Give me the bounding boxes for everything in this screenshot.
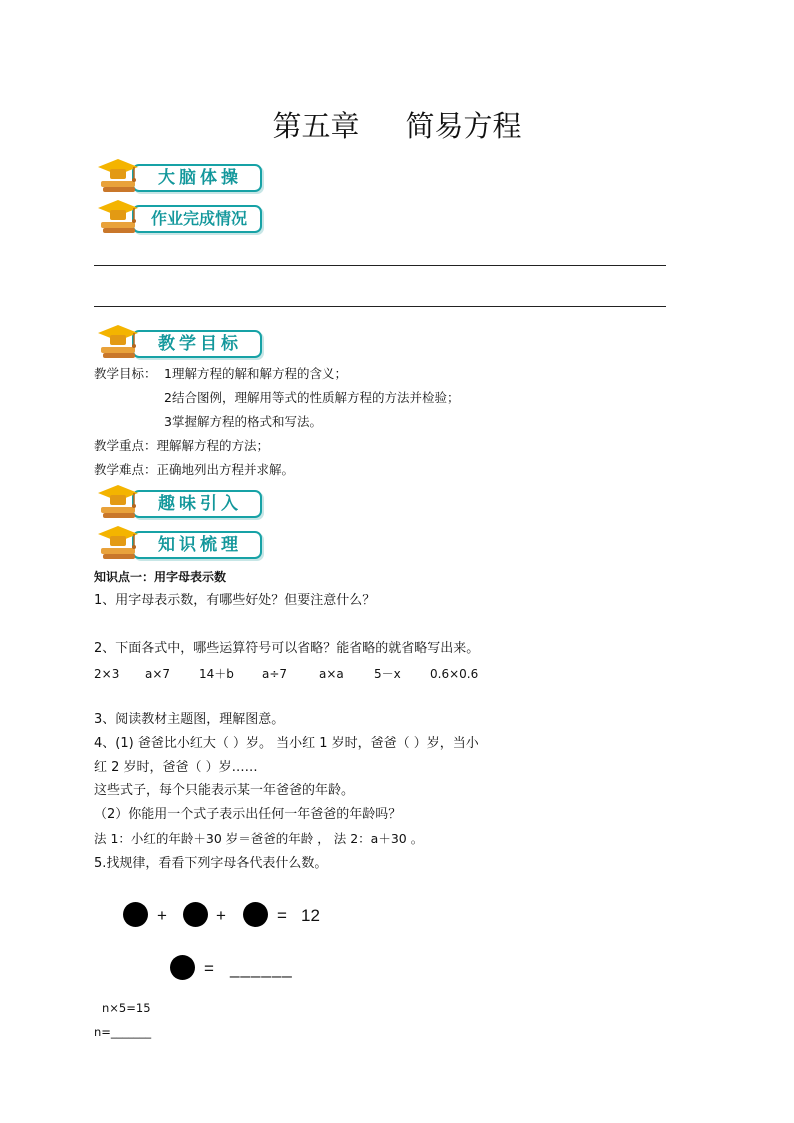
equals-sign: =: [204, 959, 214, 978]
goal-item: 2结合图例，理解用等式的性质解方程的方法并检验；: [164, 390, 460, 405]
expression: 5－x: [374, 667, 401, 681]
equation: n×5=15: [102, 1001, 151, 1015]
expression: a÷7: [262, 667, 288, 681]
section-badge-intro: 趣味引入: [98, 481, 262, 521]
section-badge-brain-warmup: 大脑体操: [98, 155, 262, 195]
plus-sign: +: [216, 906, 226, 925]
section-badge-homework: 作业完成情况: [98, 196, 262, 236]
expression: a×a: [319, 667, 344, 681]
graduation-cap-books-icon: [98, 481, 142, 521]
expression: a×7: [145, 667, 171, 681]
black-circle-shape: [183, 902, 208, 927]
question-2: 2、下面各式中，哪些运算符号可以省略？能省略的就省略写出来。: [94, 641, 480, 656]
question-4-line: 法 1：小红的年龄＋30 岁＝爸爸的年龄 ， 法 2：a＋30 。: [94, 831, 424, 846]
answer-line: [94, 306, 666, 307]
question-4-line: 红 2 岁时，爸爸（ ）岁……: [94, 760, 258, 775]
page-title: 第五章 简易方程: [272, 109, 522, 143]
goal-item: 1理解方程的解和解方程的含义；: [164, 366, 347, 381]
graduation-cap-books-icon: [98, 196, 142, 236]
black-circle-shape: [170, 955, 195, 980]
section-badge-goals: 教学目标: [98, 321, 262, 361]
expression: 14＋b: [199, 667, 234, 681]
puzzle-result: 12: [301, 906, 320, 925]
equals-sign: =: [277, 906, 287, 925]
graduation-cap-books-icon: [98, 522, 142, 562]
section-badge-knowledge: 知识梳理: [98, 522, 262, 562]
expression: 0.6×0.6: [430, 667, 479, 681]
black-circle-shape: [123, 902, 148, 927]
question-5: 5.找规律，看看下列字母各代表什么数。: [94, 856, 328, 871]
graduation-cap-books-icon: [98, 155, 142, 195]
goal-item: 3掌握解方程的格式和写法。: [164, 414, 322, 429]
equation-answer: n=_______: [94, 1025, 152, 1039]
key-point: 教学重点：理解解方程的方法；: [94, 438, 270, 453]
question-4-line: 这些式子，每个只能表示某一年爸爸的年龄。: [94, 783, 355, 798]
goals-label: 教学目标：: [94, 366, 157, 381]
answer-line: [94, 265, 666, 266]
answer-blank: ______: [230, 959, 293, 978]
black-circle-shape: [243, 902, 268, 927]
question-3: 3、阅读教材主题图，理解图意。: [94, 712, 285, 727]
question-4-line: （2）你能用一个式子表示出任何一年爸爸的年龄吗？: [94, 807, 402, 822]
question-1: 1、用字母表示数，有哪些好处？但要注意什么？: [94, 593, 376, 608]
expression: 2×3: [94, 667, 120, 681]
graduation-cap-books-icon: [98, 321, 142, 361]
plus-sign: +: [157, 906, 167, 925]
knowledge-point-title: 知识点一：用字母表示数: [94, 570, 227, 584]
difficulty-point: 教学难点：正确地列出方程并求解。: [94, 462, 295, 477]
question-4-line: 4、(1) 爸爸比小红大（ ）岁。 当小红 1 岁时，爸爸（ ）岁，当小: [94, 736, 479, 751]
